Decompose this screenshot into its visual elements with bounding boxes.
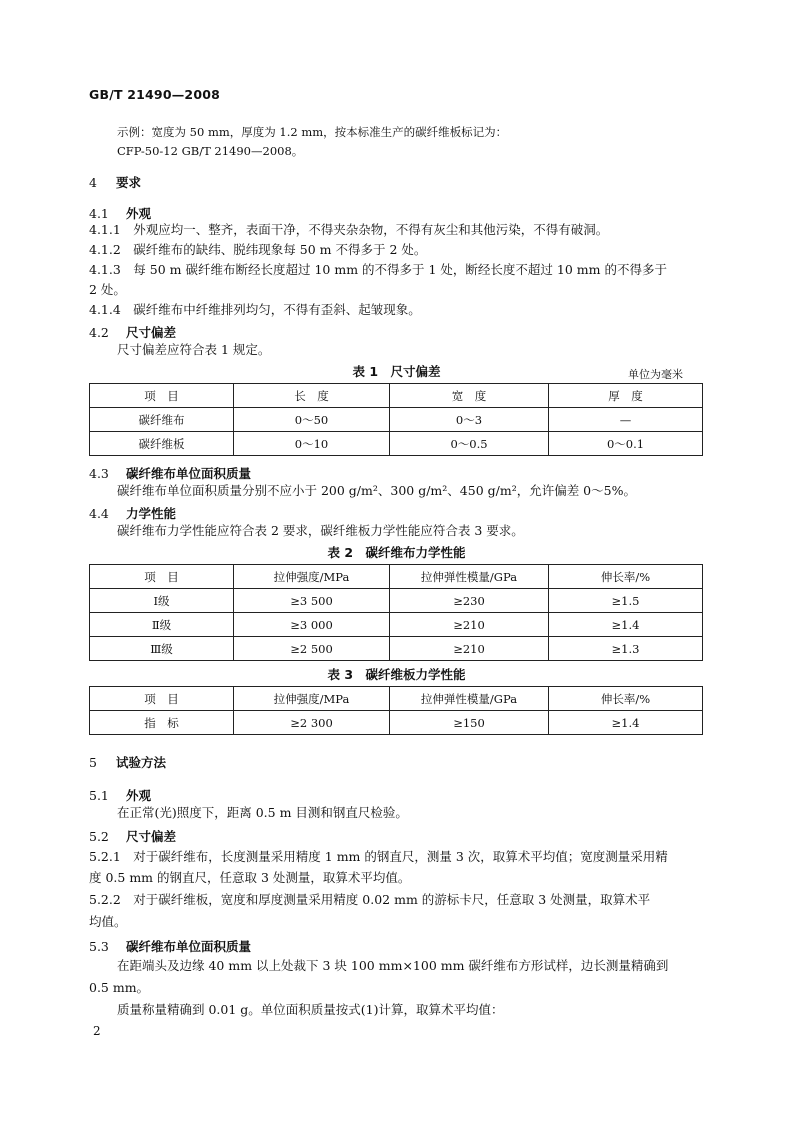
table-cell: ≥2 500	[234, 637, 390, 661]
table-cell: 0～0.5	[390, 432, 549, 456]
clause-4-1-1: 4.1.1 外观应均一、整齐，表面干净，不得夹杂杂物，不得有灰尘和其他污染，不得有破洞。	[89, 222, 609, 237]
table-cell: 指 标	[90, 711, 234, 735]
header-cell: 项 目	[90, 687, 234, 711]
header-cell: 项 目	[90, 565, 234, 589]
table-cell: 碳纤维板	[90, 432, 234, 456]
table-3-caption: 表 3 碳纤维板力学性能	[327, 667, 466, 682]
paragraph-4-3: 碳纤维布单位面积质量分别不应小于 200 g/m²、300 g/m²、450 g/m²，允许偏差 0～5%。	[117, 483, 636, 498]
clause-4-1-3-line-1: 4.1.3 每 50 m 碳纤维布断经长度超过 10 mm 的不得多于 1 处，断经长度不超过 10 mm 的不得多于	[89, 262, 667, 277]
section-5-heading	[89, 752, 166, 771]
clause-5-2-1-line-1: 5.2.1 对于碳纤维布，长度测量采用精度 1 mm 的钢直尺，测量 3 次，取算术平均值；宽度测量采用精	[89, 849, 668, 864]
header-cell: 项 目	[90, 384, 234, 408]
table-header-row	[90, 565, 703, 589]
header-cell: 长 度	[234, 384, 390, 408]
paragraph-5-3-line-2: 0.5 mm。	[89, 980, 150, 995]
paragraph-5-1: 在正常(光)照度下，距离 0.5 m 目测和钢直尺检验。	[117, 805, 408, 820]
table-cell: Ⅰ级	[90, 589, 234, 613]
table-cell: ≥1.4	[549, 613, 703, 637]
header-cell: 拉伸弹性模量/GPa	[390, 687, 549, 711]
clause-5-2-2-line-1: 5.2.2 对于碳纤维板，宽度和厚度测量采用精度 0.02 mm 的游标卡尺，任意取 3 处测量，取算术平	[89, 892, 651, 907]
clause-5-2-1-line-2: 度 0.5 mm 的钢直尺，任意取 3 处测量，取算术平均值。	[89, 870, 411, 885]
table-cell: ≥3 500	[234, 589, 390, 613]
table-1-caption: 表 1 尺寸偏差	[352, 364, 441, 379]
clause-4-1-3-line-2: 2 处。	[89, 282, 126, 297]
section-title: 力学性能	[125, 506, 176, 521]
section-number: 4.1	[89, 206, 109, 221]
paragraph-5-3-line-1: 在距端头及边缘 40 mm 以上处裁下 3 块 100 mm×100 mm 碳纤维布方形试样，边长测量精确到	[117, 958, 669, 973]
table-2-fabric-mechanical	[89, 564, 703, 661]
table-cell: ≥150	[390, 711, 549, 735]
section-4-1-heading	[89, 203, 151, 222]
standard-code: GB/T 21490—2008	[89, 87, 221, 102]
table-cell: ≥3 000	[234, 613, 390, 637]
header-cell: 拉伸强度/MPa	[234, 687, 390, 711]
table-row	[90, 408, 703, 432]
section-number: 5.3	[89, 939, 109, 954]
example-line-2: CFP-50-12 GB/T 21490—2008。	[117, 144, 304, 158]
table-cell: —	[549, 408, 703, 432]
section-number: 4	[89, 175, 97, 190]
section-title: 碳纤维布单位面积质量	[125, 939, 251, 954]
header-cell: 伸长率/%	[549, 687, 703, 711]
table-row	[90, 432, 703, 456]
section-5-2-heading	[89, 826, 176, 845]
paragraph-4-4: 碳纤维布力学性能应符合表 2 要求，碳纤维板力学性能应符合表 3 要求。	[117, 523, 524, 538]
table-2-caption: 表 2 碳纤维布力学性能	[327, 545, 466, 560]
section-number: 4.2	[89, 325, 109, 340]
table-cell: ≥1.5	[549, 589, 703, 613]
table-1-unit: 单位为毫米	[628, 368, 683, 381]
header-cell: 拉伸强度/MPa	[234, 565, 390, 589]
table-cell: 0～50	[234, 408, 390, 432]
header-cell: 厚 度	[549, 384, 703, 408]
table-cell: ≥210	[390, 613, 549, 637]
header-cell: 伸长率/%	[549, 565, 703, 589]
table-header-row	[90, 687, 703, 711]
table-cell: 碳纤维布	[90, 408, 234, 432]
section-4-4-heading	[89, 503, 176, 522]
section-4-3-heading	[89, 463, 251, 482]
table-cell: 0～3	[390, 408, 549, 432]
section-title: 要求	[116, 175, 142, 190]
clause-4-1-4: 4.1.4 碳纤维布中纤维排列均匀，不得有歪斜、起皱现象。	[89, 302, 421, 317]
table-cell: ≥1.4	[549, 711, 703, 735]
table-cell: 0～0.1	[549, 432, 703, 456]
section-number: 4.4	[89, 506, 109, 521]
paragraph-4-2: 尺寸偏差应符合表 1 规定。	[117, 342, 271, 357]
example-line-1: 示例：宽度为 50 mm，厚度为 1.2 mm，按本标准生产的碳纤维板标记为：	[117, 125, 508, 139]
table-cell: ≥1.3	[549, 637, 703, 661]
section-title: 外观	[125, 206, 151, 221]
clause-4-1-2: 4.1.2 碳纤维布的缺纬、脱纬现象每 50 m 不得多于 2 处。	[89, 242, 427, 257]
table-cell: ≥2 300	[234, 711, 390, 735]
table-cell: ≥230	[390, 589, 549, 613]
section-title: 碳纤维布单位面积质量	[125, 466, 251, 481]
table-cell: 0～10	[234, 432, 390, 456]
section-title: 尺寸偏差	[125, 829, 176, 844]
table-row	[90, 711, 703, 735]
table-row	[90, 589, 703, 613]
section-number: 5	[89, 755, 97, 770]
section-4-heading	[89, 172, 141, 191]
section-5-3-heading	[89, 936, 251, 955]
header-cell: 宽 度	[390, 384, 549, 408]
section-number: 4.3	[89, 466, 109, 481]
section-title: 尺寸偏差	[125, 325, 176, 340]
section-number: 5.1	[89, 788, 109, 803]
table-1-dimension-tolerance	[89, 383, 703, 456]
section-number: 5.2	[89, 829, 109, 844]
paragraph-5-3-line-3: 质量称量精确到 0.01 g。单位面积质量按式(1)计算，取算术平均值：	[117, 1002, 504, 1017]
table-3-plate-mechanical	[89, 686, 703, 735]
clause-5-2-2-line-2: 均值。	[89, 914, 127, 929]
table-cell: Ⅲ级	[90, 637, 234, 661]
table-header-row	[90, 384, 703, 408]
table-cell: Ⅱ级	[90, 613, 234, 637]
section-title: 试验方法	[116, 755, 167, 770]
table-cell: ≥210	[390, 637, 549, 661]
section-4-2-heading	[89, 322, 176, 341]
header-cell: 拉伸弹性模量/GPa	[390, 565, 549, 589]
table-row	[90, 613, 703, 637]
table-row	[90, 637, 703, 661]
section-title: 外观	[125, 788, 151, 803]
section-5-1-heading	[89, 785, 151, 804]
page-number: 2	[93, 1024, 101, 1038]
